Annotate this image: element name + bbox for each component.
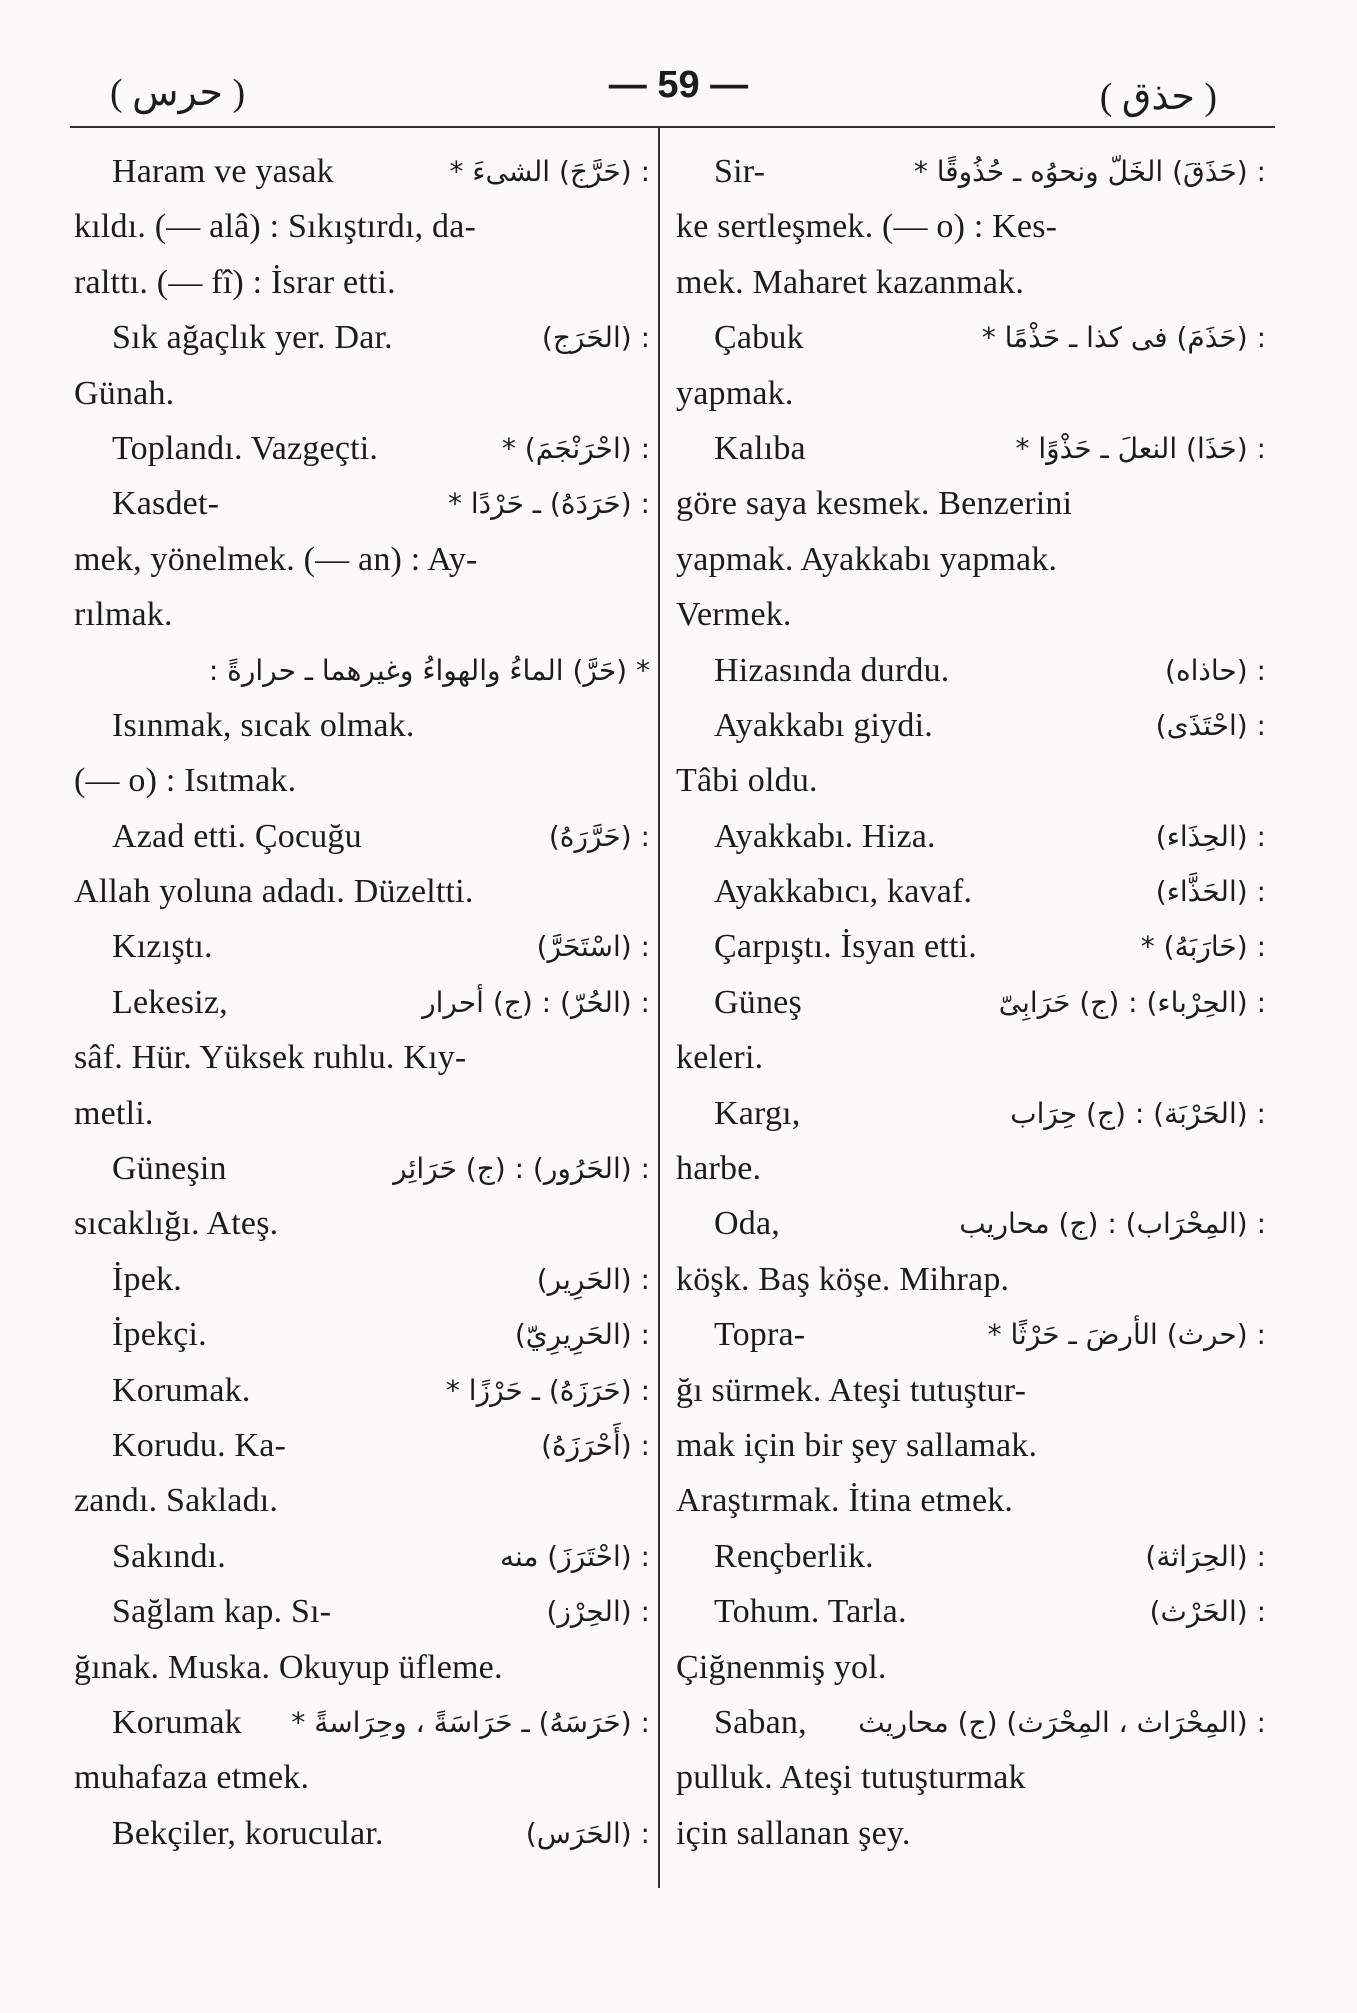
entry-line xyxy=(676,1529,1266,1584)
entry-text: rılmak. xyxy=(74,596,173,634)
entry-line xyxy=(74,643,650,698)
entry-line xyxy=(676,366,1266,421)
entry-line xyxy=(74,199,650,254)
entry-line xyxy=(74,421,650,476)
entry-line xyxy=(74,1695,650,1750)
entry-line xyxy=(74,1418,650,1473)
entry-text: mek, yönelmek. (— an) : Ay- xyxy=(74,540,478,578)
entry-line xyxy=(74,1584,650,1639)
entry-text: keleri. xyxy=(676,1039,764,1077)
entry-text: ğı sürmek. Ateşi tutuştur- xyxy=(676,1371,1027,1409)
arabic-headword: : (حَرَّرَهُ) xyxy=(548,819,650,853)
entry-text: Bekçiler, korucular. xyxy=(112,1814,384,1852)
entry-text: Korumak. xyxy=(112,1371,251,1409)
entry-text: İpek. xyxy=(112,1260,182,1298)
entry-line xyxy=(676,255,1266,310)
entry-line xyxy=(676,1086,1266,1141)
entry-line xyxy=(676,1418,1266,1473)
entry-line xyxy=(74,1529,650,1584)
entry-text: göre saya kesmek. Benzerini xyxy=(676,485,1073,523)
arabic-headword: : (الحَرْث) xyxy=(1149,1595,1266,1629)
entry-text: Azad etti. Çocuğu xyxy=(112,817,362,855)
entry-line xyxy=(74,1806,650,1861)
entry-line xyxy=(74,255,650,310)
entry-text: Çarpıştı. İsyan etti. xyxy=(714,928,977,966)
arabic-headword: : (الحَرَج) xyxy=(541,321,650,355)
arabic-headword: : (الحِرْباء) : (ج) حَرَابِىّ xyxy=(998,985,1266,1019)
entry-line xyxy=(74,532,650,587)
arabic-headword: : (الحَرِير) xyxy=(536,1262,650,1296)
entry-line xyxy=(676,1141,1266,1196)
entry-text: Topra- xyxy=(714,1316,806,1354)
entry-text: Ayakkabı giydi. xyxy=(714,706,933,744)
entry-line xyxy=(74,1030,650,1085)
entry-text: Sakındı. xyxy=(112,1537,226,1575)
arabic-headword: : (المِحْرَاث ، المِحْرَث) (ج) محاريث xyxy=(858,1705,1266,1739)
entry-text: mek. Maharet kazanmak. xyxy=(676,263,1025,301)
left-column xyxy=(74,144,650,1861)
arabic-headword: : (احْتَرَزَ) منه xyxy=(499,1539,650,1573)
header-rule xyxy=(70,126,1275,128)
entry-line xyxy=(74,476,650,531)
entry-line xyxy=(676,1806,1266,1861)
entry-text: Güneşin xyxy=(112,1150,227,1188)
entry-text: Kargı, xyxy=(714,1094,801,1132)
entry-text: (— o) : Isıtmak. xyxy=(74,762,297,800)
entry-line xyxy=(676,476,1266,531)
arabic-headword: : (الحَرِيرِيّ) xyxy=(514,1318,650,1352)
arabic-headword: : (حَرَسَهُ) ـ حَرَاسَةً ، وحِرَاسةً * xyxy=(291,1705,650,1739)
arabic-headword: : (الحَرُور) : (ج) حَرَائِر xyxy=(393,1152,650,1186)
entry-line xyxy=(676,1473,1266,1528)
entry-text: Tohum. Tarla. xyxy=(714,1593,907,1631)
entry-line xyxy=(74,1640,650,1695)
entry-text: Saban, xyxy=(714,1703,807,1741)
arabic-headword: : (حَذَقَ) الخَلّ ونحوُه ـ حُذُوقًا * xyxy=(913,155,1266,188)
entry-line xyxy=(74,864,650,919)
entry-text: Isınmak, sıcak olmak. xyxy=(112,706,415,744)
entry-line xyxy=(74,1473,650,1528)
entry-text: Kasdet- xyxy=(112,485,220,523)
entry-line xyxy=(676,1196,1266,1251)
arabic-headword: : (الحَذَّاء) xyxy=(1155,875,1266,909)
arabic-headword: : (حَرَزَهُ) ـ حَرْزًا * xyxy=(445,1373,650,1407)
arabic-headword: : (حَرَّجَ) الشىءَ * xyxy=(449,155,650,188)
entry-line xyxy=(676,1363,1266,1418)
entry-text: İpekçi. xyxy=(112,1316,207,1354)
entry-text: Sağlam kap. Sı- xyxy=(112,1593,332,1631)
entry-line xyxy=(74,587,650,642)
arabic-headword: : (الحِرَاثة) xyxy=(1145,1539,1266,1573)
right-column xyxy=(676,144,1266,1861)
arabic-headword: * (حَرَّ) الماءُ والهواءُ وغيرهما ـ حرارةً : xyxy=(208,653,650,687)
entry-line xyxy=(74,975,650,1030)
entry-line xyxy=(676,1252,1266,1307)
entry-line xyxy=(676,199,1266,254)
arabic-headword: : (حَارَبَهُ) * xyxy=(1140,930,1266,964)
entry-line xyxy=(676,1584,1266,1639)
entry-line xyxy=(676,1307,1266,1362)
header-left-keyword: ( حرس ) xyxy=(110,72,246,114)
arabic-headword: : (أَحْرَزَهُ) xyxy=(541,1428,650,1462)
entry-line xyxy=(676,1695,1266,1750)
entry-line xyxy=(74,1141,650,1196)
column-divider xyxy=(658,128,660,1888)
entry-line xyxy=(676,975,1266,1030)
entry-line xyxy=(676,643,1266,698)
entry-text: Toplandı. Vazgeçti. xyxy=(112,429,379,467)
entry-text: Kalıba xyxy=(714,429,806,467)
arabic-headword: : (الحَرَس) xyxy=(525,1816,650,1850)
arabic-headword: : (احْرَنْجَمَ) * xyxy=(501,431,650,465)
entry-text: Tâbi oldu. xyxy=(676,762,818,800)
arabic-headword: : (احْتَذَى) xyxy=(1155,708,1266,742)
entry-line xyxy=(676,864,1266,919)
entry-line xyxy=(676,144,1266,199)
entry-text: harbe. xyxy=(676,1150,762,1188)
arabic-headword: : (حَذَا) النعلَ ـ حَذْوًا * xyxy=(1015,431,1266,465)
entry-line xyxy=(74,809,650,864)
entry-text: Allah yoluna adadı. Düzeltti. xyxy=(74,873,474,911)
arabic-headword: : (الحُرّ) : (ج) أحرار xyxy=(422,985,650,1019)
entry-text: Sık ağaçlık yer. Dar. xyxy=(112,319,393,357)
arabic-headword: : (المِحْرَاب) : (ج) محاريب xyxy=(959,1207,1266,1241)
entry-line xyxy=(74,753,650,808)
entry-line xyxy=(74,1196,650,1251)
entry-text: köşk. Baş köşe. Mihrap. xyxy=(676,1260,1010,1298)
entry-line xyxy=(676,753,1266,808)
entry-text: ğınak. Muska. Okuyup üfleme. xyxy=(74,1648,503,1686)
entry-line xyxy=(676,1750,1266,1805)
page-number: — 59 — xyxy=(608,64,749,106)
arabic-headword: : (الحِذَاء) xyxy=(1155,819,1266,853)
entry-text: Ayakkabı. Hiza. xyxy=(714,817,936,855)
entry-text: metli. xyxy=(74,1094,154,1132)
entry-text: Araştırmak. İtina etmek. xyxy=(676,1482,1014,1520)
entry-text: Güneş xyxy=(714,983,802,1021)
page-header xyxy=(80,60,1277,120)
entry-text: kıldı. (— alâ) : Sıkıştırdı, da- xyxy=(74,208,477,246)
entry-text: pulluk. Ateşi tutuşturmak xyxy=(676,1759,1026,1797)
entry-text: Korumak xyxy=(112,1703,242,1741)
entry-line xyxy=(676,1640,1266,1695)
entry-text: ke sertleşmek. (— o) : Kes- xyxy=(676,208,1058,246)
entry-text: Korudu. Ka- xyxy=(112,1426,287,1464)
entry-text: Çiğnenmiş yol. xyxy=(676,1648,887,1686)
entry-text: sıcaklığı. Ateş. xyxy=(74,1205,279,1243)
entry-line xyxy=(74,919,650,974)
entry-line xyxy=(74,698,650,753)
entry-text: Hizasında durdu. xyxy=(714,651,950,689)
entry-text: Sir- xyxy=(714,153,766,190)
entry-text: Oda, xyxy=(714,1205,780,1243)
entry-line xyxy=(676,310,1266,365)
entry-text: muhafaza etmek. xyxy=(74,1759,310,1797)
entry-line xyxy=(74,366,650,421)
entry-text: zandı. Sakladı. xyxy=(74,1482,279,1520)
entry-line xyxy=(74,310,650,365)
arabic-headword: : (الحَرْبَة) : (ج) حِرَاب xyxy=(1010,1096,1266,1130)
entry-line xyxy=(74,1086,650,1141)
entry-text: Günah. xyxy=(74,374,175,412)
arabic-headword: : (حرث) الأرضَ ـ حَرْثًا * xyxy=(987,1318,1266,1352)
arabic-headword: : (حَرَدَهُ) ـ حَرْدًا * xyxy=(448,487,650,521)
entry-text: Çabuk xyxy=(714,319,804,357)
entry-text: Lekesiz, xyxy=(112,983,228,1021)
entry-text: Vermek. xyxy=(676,596,792,634)
entry-line xyxy=(676,532,1266,587)
entry-text: Haram ve yasak xyxy=(112,153,334,190)
entry-line xyxy=(676,421,1266,476)
entry-text: sâf. Hür. Yüksek ruhlu. Kıy- xyxy=(74,1039,467,1077)
entry-line xyxy=(74,144,650,199)
arabic-headword: : (اسْتَحَرَّ) xyxy=(536,930,650,964)
entry-line xyxy=(676,919,1266,974)
entry-line xyxy=(74,1363,650,1418)
entry-line xyxy=(676,698,1266,753)
arabic-headword: : (الحِرْز) xyxy=(546,1595,650,1629)
arabic-headword: : (حَذَمَ) فى كذا ـ حَذْمًا * xyxy=(981,321,1266,355)
entry-text: yapmak. Ayakkabı yapmak. xyxy=(676,540,1058,578)
entry-text: Rençberlik. xyxy=(714,1537,874,1575)
entry-text: için sallanan şey. xyxy=(676,1814,911,1852)
entry-line xyxy=(74,1252,650,1307)
entry-line xyxy=(676,1030,1266,1085)
header-right-keyword: ( حذق ) xyxy=(1099,76,1217,118)
entry-line xyxy=(74,1750,650,1805)
entry-text: Ayakkabıcı, kavaf. xyxy=(714,873,973,911)
entry-line xyxy=(676,809,1266,864)
entry-line xyxy=(74,1307,650,1362)
entry-text: yapmak. xyxy=(676,374,794,412)
entry-text: mak için bir şey sallamak. xyxy=(676,1426,1038,1464)
entry-text: ralttı. (— fî) : İsrar etti. xyxy=(74,263,396,301)
entry-line xyxy=(676,587,1266,642)
arabic-headword: : (حاذاه) xyxy=(1165,653,1266,687)
entry-text: Kızıştı. xyxy=(112,928,213,966)
